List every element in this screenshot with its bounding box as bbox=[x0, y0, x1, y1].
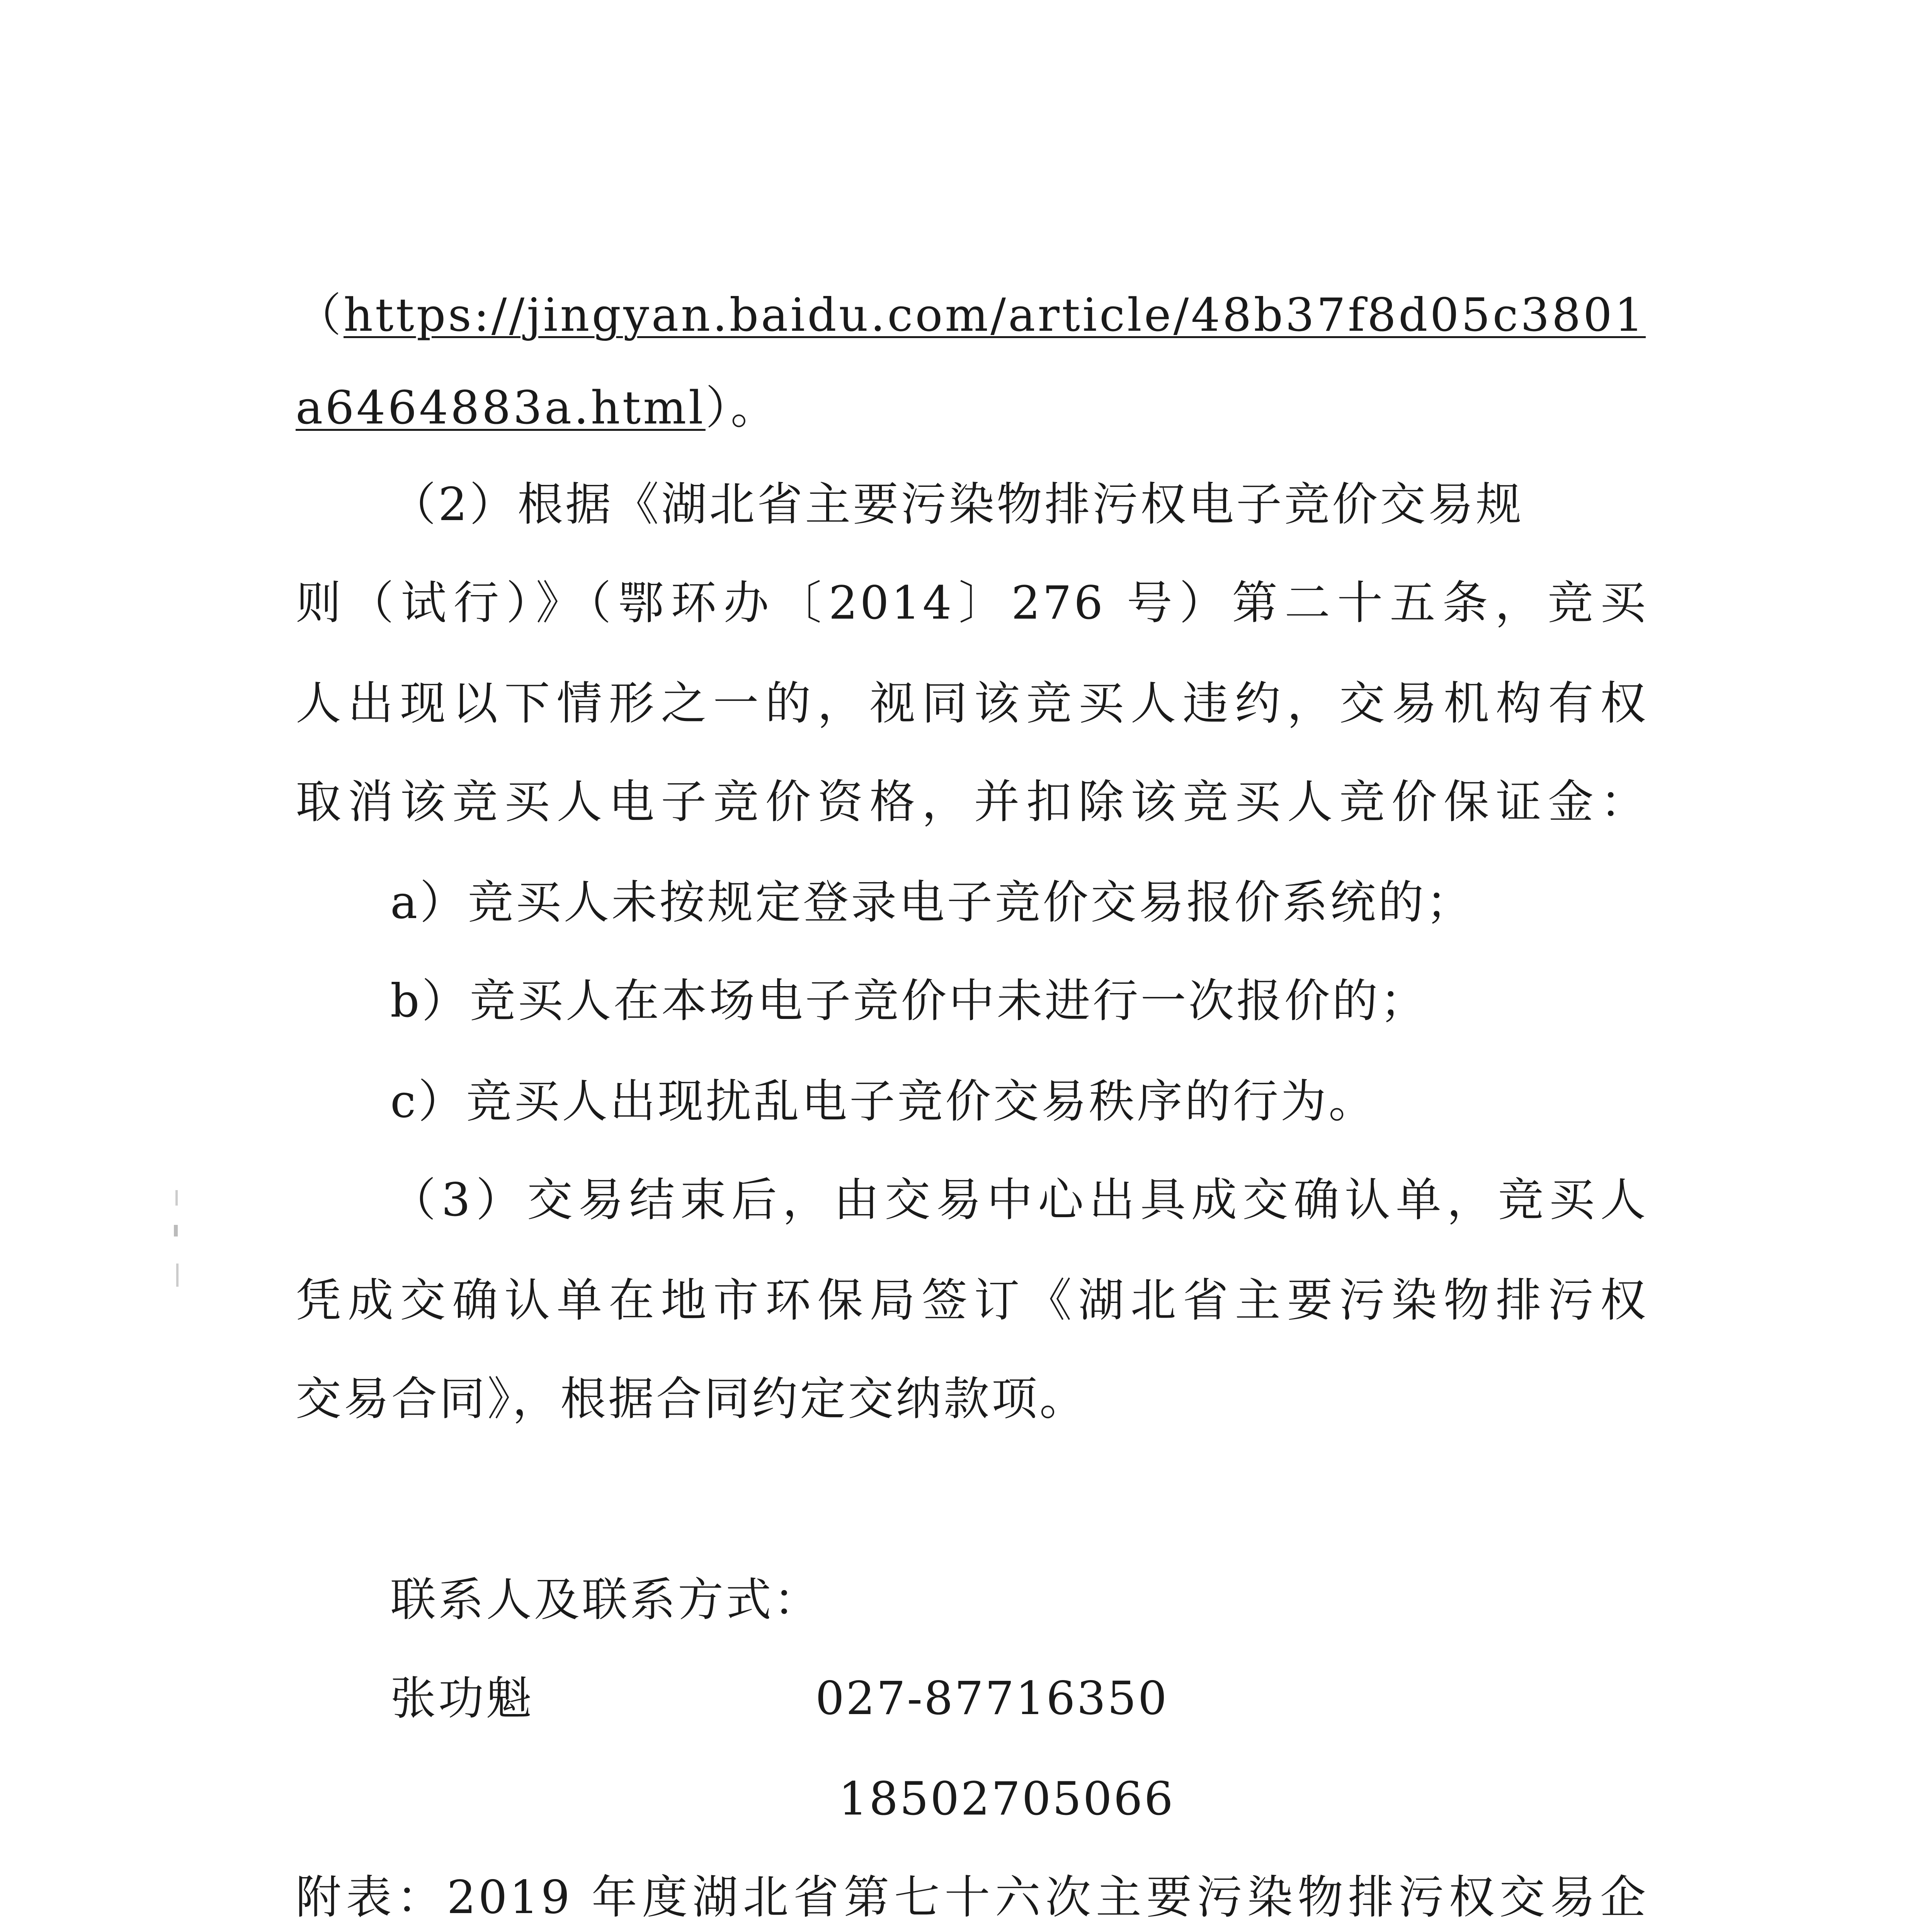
contact-heading: 联系人及联系方式： bbox=[390, 1573, 822, 1626]
list-item-a: a）竞买人未按规定登录电子竞价交易报价系统的； bbox=[390, 876, 1474, 929]
paragraph-2-line-1: （2）根据《湖北省主要污染物排污权电子竞价交易规 bbox=[390, 478, 1524, 531]
url-line-1 bbox=[296, 288, 1648, 342]
attachment-line-1: 附表：2019 年度湖北省第七十六次主要污染物排污权交易企 bbox=[296, 1871, 1648, 1924]
paragraph-3-line-3: 交易合同》，根据合同约定交纳款项。 bbox=[296, 1372, 1088, 1425]
reference-link-part-1[interactable]: https://jingyan.baidu.com/article/48b37f8d05c3801 bbox=[344, 288, 1646, 342]
reference-link-part-2[interactable]: a6464883a.html bbox=[296, 381, 706, 434]
contact-name: 张功魁 bbox=[390, 1672, 534, 1725]
url-open-paren: （ bbox=[296, 288, 344, 342]
paragraph-3-line-2: 凭成交确认单在地市环保局签订《湖北省主要污染物排污权 bbox=[296, 1274, 1648, 1327]
paragraph-2-line-4: 取消该竞买人电子竞价资格，并扣除该竞买人竞价保证金： bbox=[296, 775, 1648, 828]
scan-artifact bbox=[170, 1190, 185, 1306]
url-close-paren: ）。 bbox=[705, 381, 779, 434]
url-line-2 bbox=[296, 381, 1648, 435]
contact-phone-1: 027-87716350 bbox=[815, 1672, 1169, 1725]
list-item-b: b）竞买人在本场电子竞价中未进行一次报价的； bbox=[390, 974, 1428, 1027]
paragraph-3-line-1: （3）交易结束后，由交易中心出具成交确认单，竞买人 bbox=[390, 1173, 1648, 1226]
list-item-c: c）竞买人出现扰乱电子竞价交易秩序的行为。 bbox=[390, 1075, 1377, 1128]
contact-phone-2: 18502705066 bbox=[839, 1772, 1175, 1825]
paragraph-2-line-3: 人出现以下情形之一的，视同该竞买人违约，交易机构有权 bbox=[296, 677, 1648, 730]
paragraph-2-line-2: 则（试行）》（鄂环办〔2014〕276 号）第二十五条，竞买 bbox=[296, 576, 1648, 629]
